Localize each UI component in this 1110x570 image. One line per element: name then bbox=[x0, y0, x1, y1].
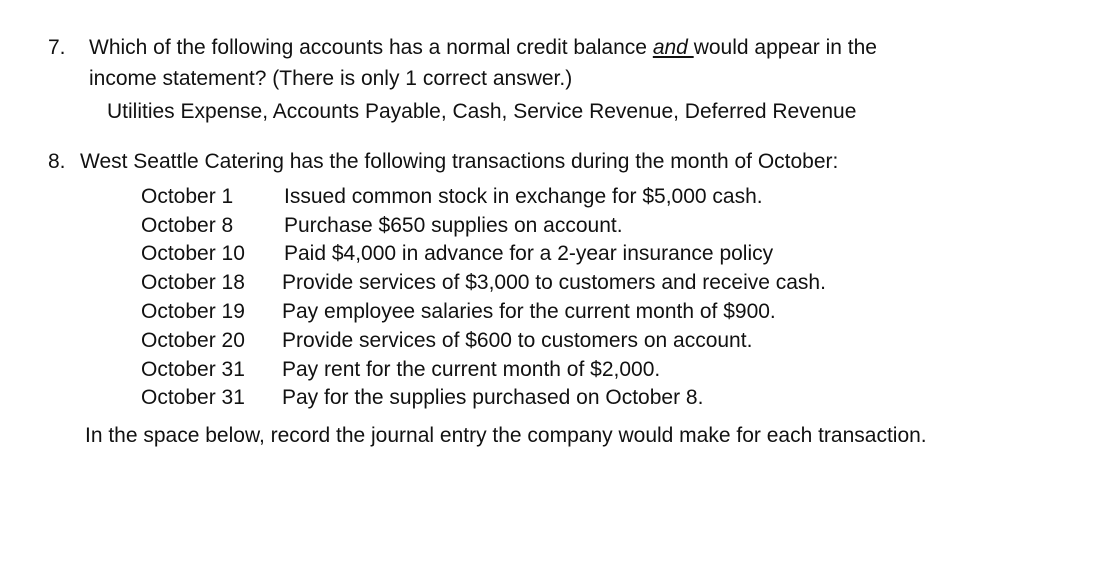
transaction-date: October 20 bbox=[141, 329, 245, 352]
transaction-date: October 31 bbox=[141, 358, 245, 381]
transaction-description: Pay employee salaries for the current month of $900. bbox=[282, 300, 776, 323]
question-8-number: 8. bbox=[48, 150, 66, 173]
question-7-line-2: income statement? (There is only 1 correct answer.) bbox=[89, 67, 573, 90]
question-7-number: 7. bbox=[48, 36, 66, 59]
question-7-text-b: would appear in the bbox=[693, 36, 877, 59]
transaction-row bbox=[141, 355, 660, 384]
transaction-date: October 10 bbox=[141, 242, 245, 265]
question-8-intro: West Seattle Catering has the following transactions during the month of October: bbox=[80, 150, 839, 173]
transaction-row bbox=[141, 268, 826, 297]
transaction-date: October 31 bbox=[141, 386, 245, 409]
transaction-row bbox=[141, 182, 763, 211]
transaction-row bbox=[141, 239, 773, 268]
transaction-date: October 8 bbox=[141, 214, 234, 237]
question-7-options: Utilities Expense, Accounts Payable, Cash, Service Revenue, Deferred Revenue bbox=[107, 100, 857, 123]
question-7-line-1 bbox=[89, 34, 877, 62]
transaction-date: October 1 bbox=[141, 185, 234, 208]
question-8-instruction: In the space below, record the journal entry the company would make for each transaction. bbox=[85, 424, 927, 447]
transaction-date: October 18 bbox=[141, 271, 245, 294]
transaction-description: Pay rent for the current month of $2,000. bbox=[282, 358, 661, 381]
transaction-description: Provide services of $600 to customers on account. bbox=[282, 329, 753, 352]
question-7-emphasis: and bbox=[652, 36, 694, 59]
transaction-description: Issued common stock in exchange for $5,000 cash. bbox=[284, 185, 763, 208]
transaction-row bbox=[141, 211, 623, 240]
transaction-row bbox=[141, 326, 752, 355]
transaction-row bbox=[141, 383, 703, 412]
transaction-date: October 19 bbox=[141, 300, 245, 323]
transaction-description: Pay for the supplies purchased on October 8. bbox=[282, 386, 704, 409]
transaction-description: Purchase $650 supplies on account. bbox=[284, 214, 623, 237]
transaction-row bbox=[141, 297, 776, 326]
question-7-text-a: Which of the following accounts has a normal credit balance bbox=[89, 36, 653, 59]
transaction-description: Paid $4,000 in advance for a 2-year insurance policy bbox=[284, 242, 774, 265]
transaction-description: Provide services of $3,000 to customers and receive cash. bbox=[282, 271, 826, 294]
